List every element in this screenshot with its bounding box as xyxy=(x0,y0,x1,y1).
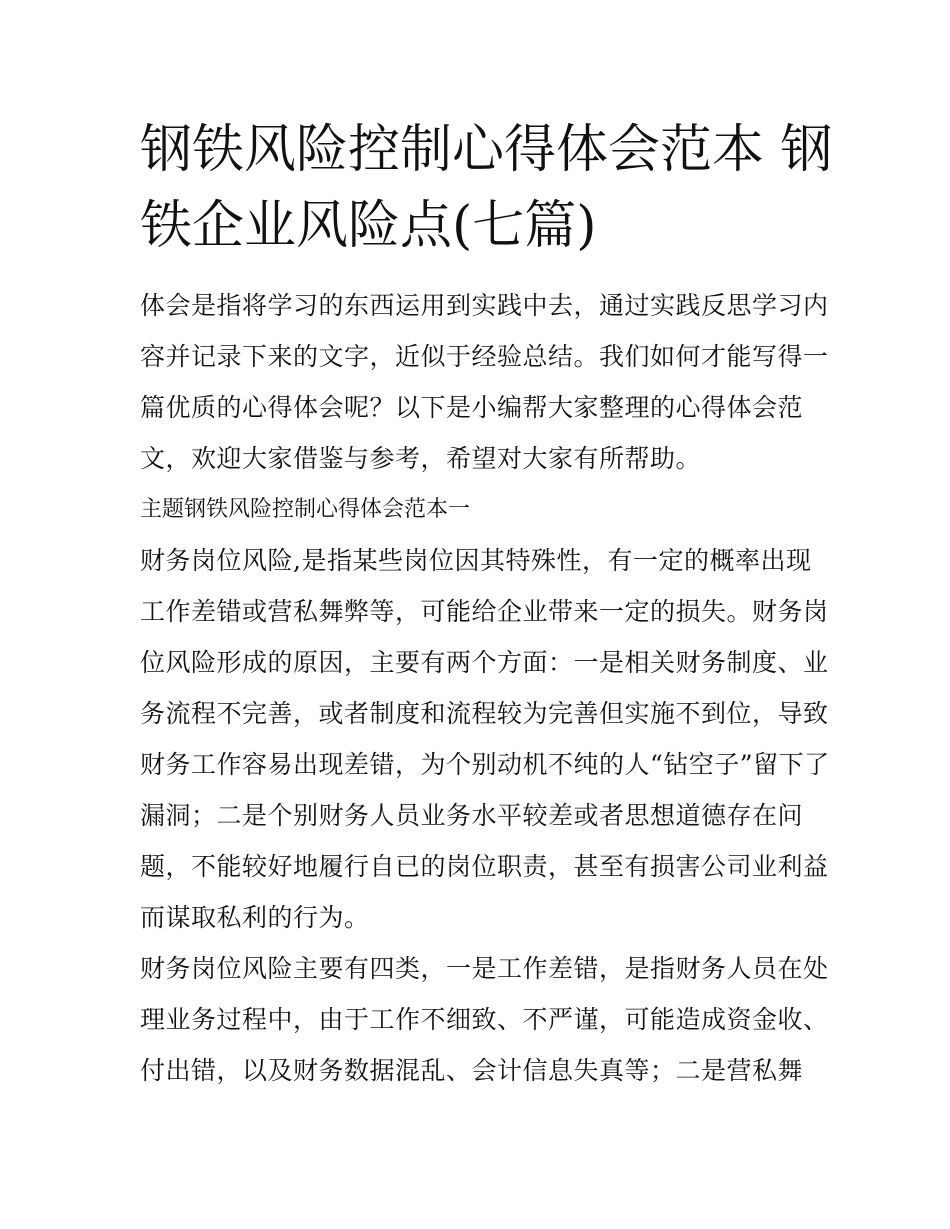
text-line: 工作差错或营私舞弊等，可能给企业带来一定的损失。财务岗 xyxy=(140,597,829,626)
title-line: 钢铁风险控制心得体会范本 钢 xyxy=(140,120,833,180)
text-line: 务流程不完善，或者制度和流程较为完善但实施不到位，导致 xyxy=(140,699,829,728)
section-heading: 主题钢铁风险控制心得体会范本一 xyxy=(140,497,471,522)
text-line: 财务岗位风险,是指某些岗位因其特殊性，有一定的概率出现 xyxy=(140,546,812,575)
intro-paragraph xyxy=(140,280,829,484)
text-line: 题，不能较好地履行自已的岗位职责，甚至有损害公司业利益 xyxy=(140,852,829,881)
text-line: 财务工作容易出现差错，为个别动机不纯的人“钻空子”留下了 xyxy=(140,750,830,779)
text-line: 文，欢迎大家借鉴与参考，希望对大家有所帮助。 xyxy=(140,444,702,473)
text-line: 篇优质的心得体会呢？以下是小编帮大家整理的心得体会范 xyxy=(140,393,804,422)
text-line: 理业务过程中，由于工作不细致、不严谨，可能造成资金收、 xyxy=(140,1005,829,1034)
title-line: 铁企业风险点(七篇) xyxy=(140,196,597,256)
text-line: 位风险形成的原因，主要有两个方面：一是相关财务制度、业 xyxy=(140,648,829,677)
paragraph-2 xyxy=(140,943,829,1096)
text-line: 体会是指将学习的东西运用到实践中去，通过实践反思学习内 xyxy=(140,291,829,320)
paragraph-1 xyxy=(140,535,830,943)
text-line: 而谋取私利的行为。 xyxy=(140,903,370,932)
text-line: 容并记录下来的文字，近似于经验总结。我们如何才能写得一 xyxy=(140,342,829,371)
document-title xyxy=(140,112,833,264)
text-line: 漏洞；二是个别财务人员业务水平较差或者思想道德存在问 xyxy=(140,801,804,830)
text-line: 财务岗位风险主要有四类，一是工作差错，是指财务人员在处 xyxy=(140,954,829,983)
document-body xyxy=(140,280,830,1096)
text-line: 付出错，以及财务数据混乱、会计信息失真等；二是营私舞 xyxy=(140,1056,804,1085)
